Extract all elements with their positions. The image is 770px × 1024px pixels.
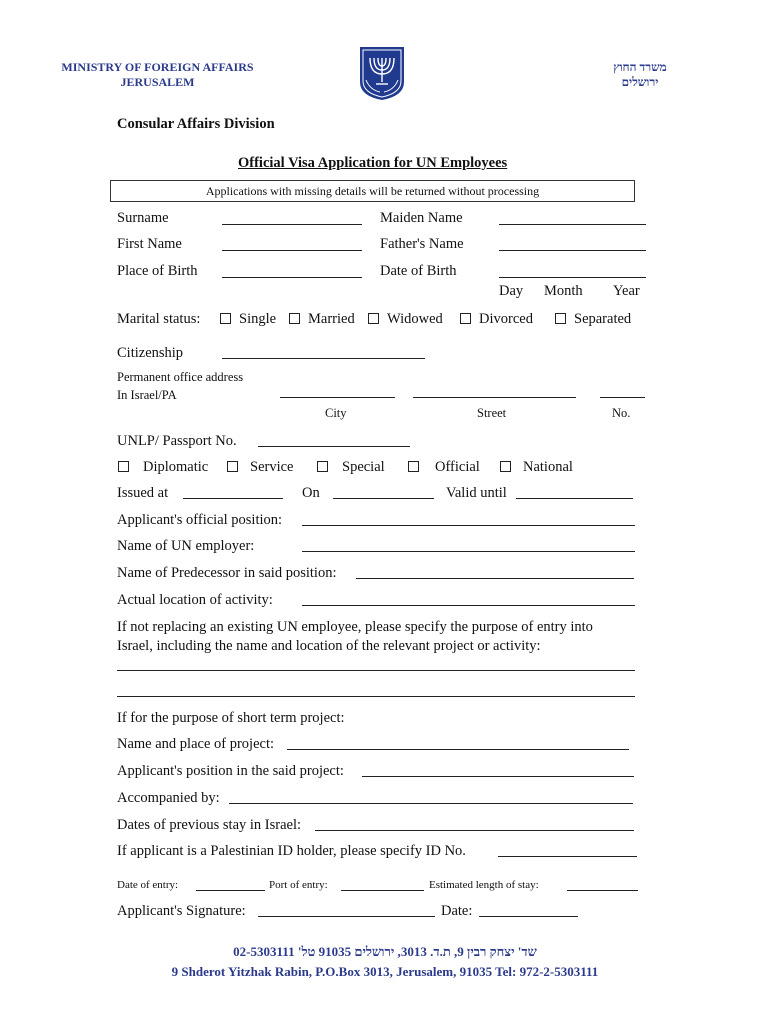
checkbox-icon[interactable] [555,313,566,324]
fathers-name-field[interactable] [499,250,646,251]
ministry-name-en [50,60,265,90]
signature-label: Applicant's Signature: [117,903,246,919]
form-title: Official Visa Application for UN Employees [238,155,508,171]
option-label: Separated [574,311,632,327]
palestinian-id-label: If applicant is a Palestinian ID holder, please specify ID No. [117,843,466,859]
purpose-field-2[interactable] [117,696,635,697]
palestinian-id-field[interactable] [498,856,637,857]
marital-option-divorced[interactable] [460,311,533,328]
street-field[interactable] [413,397,576,398]
first-name-field[interactable] [222,250,362,251]
city-field[interactable] [280,397,395,398]
issued-at-label: Issued at [117,485,169,501]
menorah-emblem-icon [356,44,408,102]
option-label: Diplomatic [143,459,209,475]
city-label: City [325,406,347,420]
signature-date-field[interactable] [479,916,578,917]
place-of-birth-field[interactable] [222,277,362,278]
predecessor-field[interactable] [356,578,634,579]
day-label: Day [499,283,524,299]
marital-option-married[interactable] [289,311,355,328]
passport-type-official[interactable] [408,459,480,476]
citizenship-field[interactable] [222,358,425,359]
division-title: Consular Affairs Division [117,116,275,132]
passport-type-diplomatic[interactable] [118,459,208,476]
passport-type-service[interactable] [227,459,293,476]
purpose-field-1[interactable] [117,670,635,671]
previous-stay-field[interactable] [315,830,634,831]
year-label: Year [613,283,640,299]
marital-option-widowed[interactable] [368,311,443,328]
date-of-birth-field[interactable] [499,277,646,278]
project-name-label: Name and place of project: [117,736,275,752]
month-label: Month [544,283,583,299]
passport-type-national[interactable] [500,459,573,476]
marital-option-separated[interactable] [555,311,631,328]
date-of-entry-label: Date of entry: [117,879,179,891]
checkbox-icon[interactable] [220,313,231,324]
address-label-1: Permanent office address [117,370,244,384]
option-label: Married [308,311,355,327]
footer-address-en: 9 Shderot Yitzhak Rabin, P.O.Box 3013, Jerusalem, 91035 Tel: 972-2-5303111 [171,964,599,979]
location-activity-field[interactable] [302,605,635,606]
accompanied-by-field[interactable] [229,803,633,804]
length-of-stay-field[interactable] [567,890,638,891]
number-field[interactable] [600,397,645,398]
official-position-field[interactable] [302,525,635,526]
address-label-2: In Israel/PA [117,388,177,402]
official-position-label: Applicant's official position: [117,512,283,528]
purpose-text-1: If not replacing an existing UN employee, please specify the purpose of entry into [117,619,593,635]
option-label: National [523,459,573,475]
hebrew-line-1: משרד החוץ [613,60,667,74]
street-label: Street [477,406,507,420]
marital-option-single[interactable] [220,311,276,328]
un-employer-field[interactable] [302,551,635,552]
citizenship-label: Citizenship [117,345,184,361]
passport-type-special[interactable] [317,459,385,476]
checkbox-icon[interactable] [227,461,238,472]
option-label: Single [239,311,277,327]
port-of-entry-label: Port of entry: [269,879,328,891]
checkbox-icon[interactable] [118,461,129,472]
option-label: Special [342,459,385,475]
option-label: Widowed [387,311,443,327]
short-term-label: If for the purpose of short term project: [117,710,345,726]
predecessor-label: Name of Predecessor in said position: [117,565,337,581]
length-of-stay-label: Estimated length of stay: [429,879,539,891]
option-label: Divorced [479,311,533,327]
signature-date-label: Date: [441,903,473,919]
checkbox-icon[interactable] [289,313,300,324]
checkbox-icon[interactable] [368,313,379,324]
issued-on-field[interactable] [333,498,434,499]
footer-address-he: שד' יצחק רבין 9, ת.ד. 3013, ירושלים 91035 טל' 02-5303111 [233,944,537,959]
issued-at-field[interactable] [183,498,283,499]
checkbox-icon[interactable] [460,313,471,324]
surname-field[interactable] [222,224,362,225]
notice-box: Applications with missing details will be returned without processing [110,180,635,202]
fathers-name-label: Father's Name [380,236,464,252]
ministry-line-2: JERUSALEM [120,75,195,89]
surname-label: Surname [117,210,169,226]
valid-until-label: Valid until [446,485,507,501]
project-position-label: Applicant's position in the said project: [117,763,344,779]
marital-status-label: Marital status: [117,311,201,327]
option-label: Official [435,459,480,475]
signature-field[interactable] [258,916,435,917]
first-name-label: First Name [117,236,182,252]
ministry-name-he [585,60,695,90]
number-label: No. [612,406,631,420]
place-of-birth-label: Place of Birth [117,263,198,279]
project-position-field[interactable] [362,776,634,777]
project-name-field[interactable] [287,749,629,750]
valid-until-field[interactable] [516,498,633,499]
maiden-name-field[interactable] [499,224,646,225]
on-label: On [302,485,320,501]
hebrew-line-2: ירושלים [621,75,659,89]
ministry-line-1: MINISTRY OF FOREIGN AFFAIRS [61,60,254,74]
checkbox-icon[interactable] [408,461,419,472]
date-of-entry-field[interactable] [196,890,265,891]
checkbox-icon[interactable] [500,461,511,472]
previous-stay-label: Dates of previous stay in Israel: [117,817,302,833]
passport-no-field[interactable] [258,446,410,447]
purpose-text-2: Israel, including the name and location of the relevant project or activity: [117,638,541,654]
accompanied-by-label: Accompanied by: [117,790,220,806]
passport-no-label: UNLP/ Passport No. [117,433,237,449]
checkbox-icon[interactable] [317,461,328,472]
option-label: Service [250,459,294,475]
maiden-name-label: Maiden Name [380,210,463,226]
port-of-entry-field[interactable] [341,890,424,891]
location-activity-label: Actual location of activity: [117,592,273,608]
date-of-birth-label: Date of Birth [380,263,457,279]
un-employer-label: Name of UN employer: [117,538,255,554]
